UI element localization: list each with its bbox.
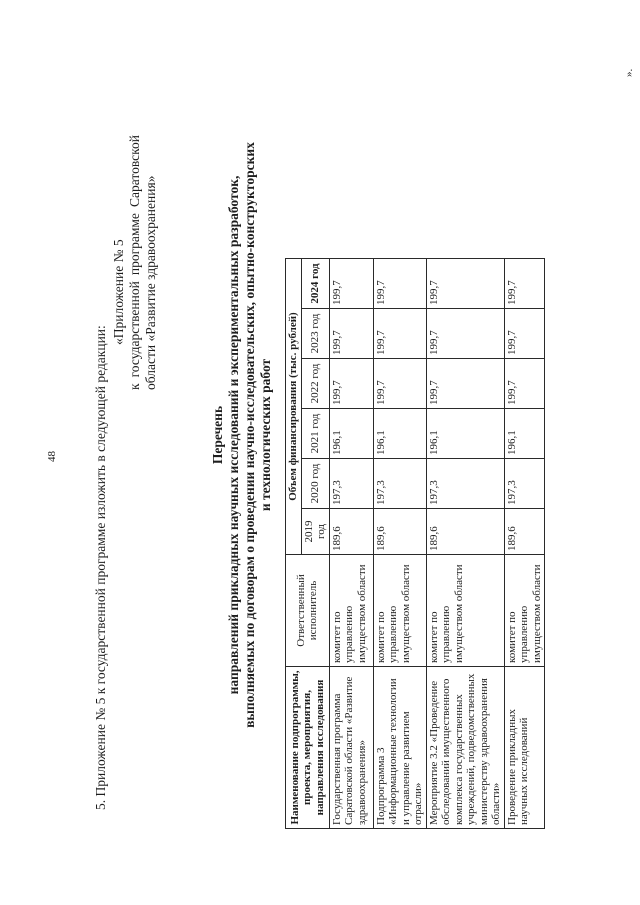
row-value: 199,7: [373, 309, 426, 359]
row-value: 189,6: [426, 509, 504, 555]
page-number: 48: [46, 451, 58, 462]
row-value: 197,3: [426, 459, 504, 509]
header-year: 2022 год: [301, 359, 329, 409]
header-year: 2021 год: [301, 409, 329, 459]
row-value: 196,1: [426, 409, 504, 459]
row-executor: комитет по управлению имуществом области: [504, 555, 545, 667]
table-row: [373, 259, 426, 829]
header-year: 2024 год: [301, 259, 329, 309]
row-value: 197,3: [373, 459, 426, 509]
row-executor: комитет по управлению имуществом области: [426, 555, 504, 667]
row-value: 199,7: [504, 259, 545, 309]
financing-table: [285, 258, 545, 829]
heading-line-4: и технологических работ: [258, 358, 273, 512]
appendix-title: «Приложение № 5: [111, 239, 126, 345]
row-value: 189,6: [329, 509, 373, 555]
table-row: [426, 259, 504, 829]
table-header-row: [286, 259, 302, 829]
row-value: 199,7: [426, 359, 504, 409]
appendix-reference: [111, 135, 159, 390]
appendix-line-2: [127, 135, 143, 390]
row-value: 196,1: [504, 409, 545, 459]
appendix-word: государственной: [127, 281, 142, 378]
row-value: 189,6: [504, 509, 545, 555]
row-value: 197,3: [329, 459, 373, 509]
row-executor: комитет по управлению имуществом области: [329, 555, 373, 667]
heading-line-1: Перечень: [210, 405, 225, 465]
row-value: 199,7: [373, 359, 426, 409]
table-row: [329, 259, 373, 829]
header-financing: Объем финансирования (тыс. рублей): [286, 259, 302, 555]
row-value: 199,7: [329, 309, 373, 359]
header-name: Наименование подпрограммы, проекта, мероприятия, направления исследования: [286, 667, 330, 829]
row-name: Мероприятие 3.2 «Проведение обследований имущественного комплекса государственных учреждений, подведомственных министерству здравоохранения области»: [426, 667, 504, 829]
row-value: 199,7: [426, 309, 504, 359]
row-name: Проведение прикладных научных исследований: [504, 667, 545, 829]
table-row: [504, 259, 545, 829]
heading-line-2: направлений прикладных научных исследований и экспериментальных разработок,: [226, 175, 241, 695]
row-value: 196,1: [329, 409, 373, 459]
row-value: 199,7: [329, 359, 373, 409]
row-value: 199,7: [329, 259, 373, 309]
header-executor: Ответственный исполнитель: [286, 555, 330, 667]
row-value: 196,1: [373, 409, 426, 459]
row-value: 189,6: [373, 509, 426, 555]
appendix-word: программе: [127, 213, 142, 276]
intro-text: 5. Приложение № 5 к государственной программе изложить в следующей редакции:: [93, 325, 108, 810]
row-value: 199,7: [373, 259, 426, 309]
header-year: 2020 год: [301, 459, 329, 509]
row-name: Государственная программа Саратовской области «Развитие здравоохранения»: [329, 667, 373, 829]
row-executor: комитет по управлению имуществом области: [373, 555, 426, 667]
appendix-word: Саратовской: [127, 135, 142, 208]
closing-mark: ».: [623, 68, 635, 77]
document-heading: [210, 85, 274, 785]
row-value: 199,7: [504, 359, 545, 409]
row-value: 197,3: [504, 459, 545, 509]
header-year: 2019 год: [301, 509, 329, 555]
heading-line-3: выполняемых по договорам о проведении научно-исследовательских, опытно-конструкторских: [242, 142, 257, 728]
row-name: Подпрограмма 3 «Информационные технологии и управление развитием отрасли»: [373, 667, 426, 829]
row-value: 199,7: [504, 309, 545, 359]
appendix-word: к: [127, 383, 142, 390]
header-year: 2023 год: [301, 309, 329, 359]
appendix-line-3: области «Развитие здравоохранения»: [143, 175, 158, 390]
row-value: 199,7: [426, 259, 504, 309]
